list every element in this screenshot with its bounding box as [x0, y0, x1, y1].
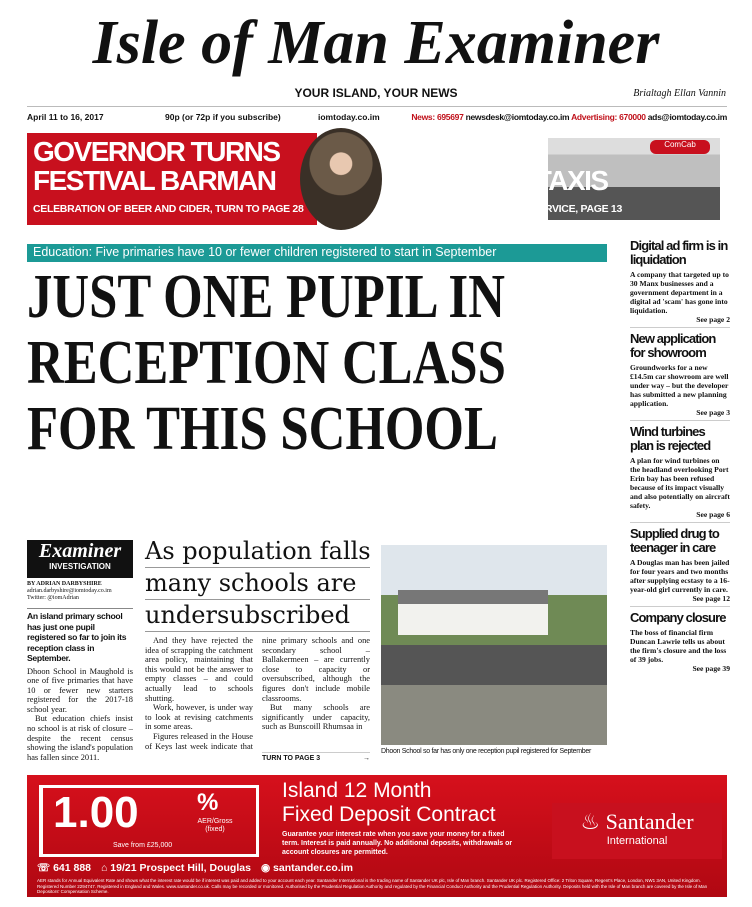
paragraph: Dhoon School in Maughold is one of five primaries that have 10 or fewer new starters registered for the 2017-18 school year. — [27, 666, 133, 714]
brief-item[interactable] — [630, 331, 730, 421]
brand-name: Santander — [605, 809, 694, 834]
brief-page: See page 12 — [692, 594, 730, 603]
aer-label: AER/Gross (fixed) — [197, 818, 233, 833]
brand-sub: International — [606, 835, 668, 847]
rate-box — [39, 785, 259, 857]
puff-headline: VERDICT ON TRANSFER TAXIS — [388, 136, 608, 196]
sidebar-briefs — [630, 238, 730, 679]
santander-advert[interactable] — [27, 775, 727, 897]
brief-text: Groundworks for a new £14.5m car showroom are well under way – but the developer has submitted a new planning application. — [630, 363, 729, 408]
comcab-sign: ComCab — [650, 140, 710, 154]
news-email: newsdesk@iomtoday.co.im — [465, 112, 570, 122]
brief-headline: Wind turbines plan is rejected — [630, 424, 711, 453]
brief-text: The boss of financial firm Duncan Lawrie tells us about the firm's closure and the loss of 39 jobs. — [630, 628, 727, 664]
ad-phone[interactable]: 641 888 — [53, 862, 92, 874]
school-photo — [381, 545, 607, 745]
contacts — [411, 112, 727, 122]
ad-title-line: Fixed Deposit Contract — [282, 803, 496, 826]
brief-item[interactable] — [630, 238, 730, 328]
percent-sign: % — [197, 789, 219, 816]
paragraph: And they have rejected the idea of scrapping the catchment area policy, maintaining that this would not be the answer to empty classes – and could actually lead to schools shutting. — [145, 636, 253, 703]
subhead-line: As population falls — [145, 536, 370, 568]
logo-text: Examiner — [38, 540, 122, 562]
brief-text: A company that targeted up to 30 Manx businesses and a government department in a digital ad 'scam' has gone into liquidation. — [630, 270, 729, 315]
arrow-right-icon: → — [363, 755, 370, 762]
price: 90p (or 72p if you subscribe) — [165, 112, 281, 122]
paragraph: Work, however, is under way to look at revising catchments in some areas. — [145, 703, 253, 732]
website: iomtoday.co.im — [318, 112, 380, 122]
byline — [27, 581, 133, 602]
brief-item[interactable] — [630, 424, 730, 523]
puff-sub: PATIENTS TALK ABOUT NEW SERVICE, PAGE 13 — [388, 203, 622, 215]
santander-logo — [552, 803, 722, 859]
author-email[interactable]: adrian.darbyshire@iomtoday.co.im — [27, 588, 112, 594]
news-phone: News: 695697 — [411, 112, 464, 122]
issue-date: April 11 to 16, 2017 — [27, 112, 104, 122]
puff-governor[interactable] — [27, 133, 317, 225]
brief-page: See page 6 — [696, 510, 730, 519]
school-building — [398, 590, 548, 635]
investigation-logo — [27, 540, 133, 578]
paragraph: Figures released in the House of Keys last week indicate that nine primary schools and one secondary school – Ballakermeen – are currently close to capacity or oversubscribed, although the figures don't include mobile classrooms. — [145, 636, 370, 751]
brief-page: See page 3 — [696, 408, 730, 417]
paragraph: But education chiefs insist no school is at risk of closure – despite the recent census showing the island's population has fallen since 2011. — [27, 714, 133, 762]
story-subhead — [145, 536, 370, 632]
ad-contacts — [37, 862, 353, 874]
ad-website[interactable]: santander.co.im — [273, 862, 353, 874]
save-from: Save from £25,000 — [113, 842, 173, 849]
body-column-1 — [27, 608, 133, 762]
logo-label: INVESTIGATION — [49, 562, 111, 571]
author-twitter[interactable]: Twitter: @iomAdrian — [27, 595, 79, 601]
subhead-line: many schools are — [145, 568, 370, 600]
turn-label: TURN TO PAGE 3 — [262, 755, 321, 762]
ads-phone: Advertising: 670000 — [571, 112, 646, 122]
ad-small-print: AER stands for Annual Equivalent Rate and shows what the interest rate would be if interest was paid and added to your account each year. Santander International is the trading name of Santander UK plc, Isle of Man branch. Santander UK plc. Registered Office: 2 Triton Square, Regent's Place, London, NW1 3AN, United Kingdom. Registered Number 2294747. Registered in England and Wales. www.santander.co.uk. Calls may be recorded or monitored. Authorised by the Prudential Regulation Authority and regulated by the Financial Conduct Authority and the Prudential Regulation Authority. Deposits held with the Isle of Man branch are covered by the Isle of Man Depositors' Compensation Scheme. — [37, 878, 708, 894]
brief-headline: New application for showroom — [630, 331, 716, 360]
ad-text: Guarantee your interest rate when you save your money for a fixed term. Interest is paid annually. No additional deposits, withdrawals or account closures are permitted. — [282, 831, 513, 856]
brief-headline: Company closure — [630, 610, 726, 625]
author: BY ADRIAN DARBYSHIRE — [27, 581, 102, 587]
photo-caption: Dhoon School so far has only one reception pupil registered for September — [381, 748, 592, 755]
puff-sub: CELEBRATION OF BEER AND CIDER, TURN TO PAGE 28 — [33, 203, 304, 215]
ad-title-line: Island 12 Month — [282, 779, 432, 802]
ad-title — [282, 779, 496, 827]
divider — [27, 106, 727, 107]
brief-item[interactable] — [630, 526, 730, 607]
brief-item[interactable] — [630, 610, 730, 676]
body-columns-2-3 — [145, 636, 370, 751]
brief-page: See page 2 — [696, 315, 730, 324]
mouse-icon: ◉ — [260, 862, 271, 874]
flame-icon: ♨ — [580, 809, 601, 834]
brief-headline: Digital ad firm is in liquidation — [630, 238, 728, 267]
home-icon: ⌂ — [101, 862, 108, 874]
governor-photo — [300, 128, 382, 230]
tagline: YOUR ISLAND, YOUR NEWS — [294, 86, 458, 100]
rate-value: 1.00 — [53, 788, 139, 837]
story-lede: An island primary school has just one pupil registered so far to join its reception class in September. — [27, 608, 133, 664]
phone-icon: ☏ — [37, 862, 51, 874]
brief-text: A plan for wind turbines on the headland overlooking Port Erin bay has been refused because of its impact visually and also potentially on aircraft safety. — [630, 456, 730, 510]
ads-email: ads@iomtoday.co.im — [647, 112, 727, 122]
manx-tagline: Brialtagh Ellan Vannin — [633, 88, 726, 99]
puff-headline: GOVERNOR TURNS FESTIVAL BARMAN — [33, 136, 280, 196]
brief-headline: Supplied drug to teenager in care — [630, 526, 719, 555]
ad-address: 19/21 Prospect Hill, Douglas — [110, 862, 251, 874]
brief-text: A Douglas man has been jailed for four years and two months after supplying ecstasy to a 16-year-old girl currently in care. — [630, 558, 730, 594]
turn-to-page-link[interactable] — [262, 752, 370, 762]
paragraph: But many schools are significantly under capacity, such as Bunscoill Rhumsaa in — [262, 703, 370, 732]
masthead-title: Isle of Man Examiner — [92, 9, 660, 77]
brief-page: See page 39 — [692, 664, 730, 673]
story-strap: Education: Five primaries have 10 or fewer children registered to start in September — [27, 244, 607, 262]
subhead-line: undersubscribed — [145, 600, 370, 632]
main-headline[interactable]: JUST ONE PUPIL IN RECEPTION CLASS FOR THIS SCHOOL — [27, 263, 506, 463]
